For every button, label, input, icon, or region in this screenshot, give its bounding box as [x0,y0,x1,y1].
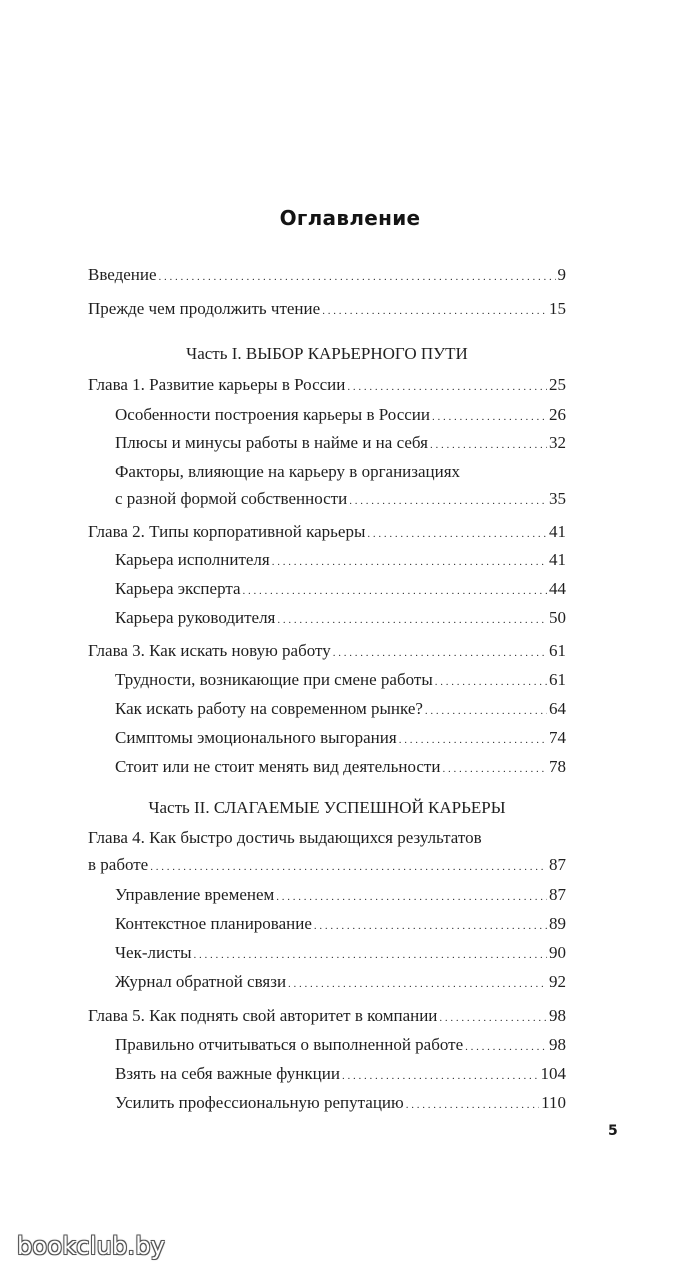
leader-dots [399,729,547,751]
toc-entry-page: 41 [549,550,566,569]
toc-entry-text: Карьера эксперта [115,579,241,598]
toc-entry-text: Журнал обратной связи [115,972,287,991]
leader-dots [439,1007,547,1029]
toc-entry-page: 35 [549,489,566,508]
toc-entry-page: 89 [549,914,566,933]
toc-entry-page: 61 [549,641,566,660]
toc-entry-section [115,578,566,602]
leader-dots [277,609,547,631]
leader-dots [288,973,547,995]
toc-entry-text: Особенности построения карьеры в России [115,405,430,424]
toc-entry-text: Факторы, влияющие на карьеру в организациях [115,462,461,481]
toc-entry-section [115,1063,566,1087]
toc-entry-chapter-1 [88,374,566,398]
toc-entry-text: Глава 5. Как поднять свой авторитет в компании [88,1006,438,1025]
leader-dots [342,1065,539,1087]
toc-entry-page: 9 [557,265,566,284]
toc-entry-introduction [88,264,566,288]
leader-dots [322,300,547,322]
toc-entry-page: 44 [549,579,566,598]
toc-entry-page: 32 [549,433,566,452]
toc-entry-text: Контекстное планирование [115,914,312,933]
toc-entry-page: 74 [549,728,566,747]
toc-entry-text: Управление временем [115,885,275,904]
leader-dots [435,671,547,693]
toc-part-heading-1: Часть I. ВЫБОР КАРЬЕРНОГО ПУТИ [186,344,468,363]
leader-dots [425,700,547,722]
toc-entry-text: Как искать работу на современном рынке? [115,699,423,718]
toc-entry-text: Плюсы и минусы работы в найме и на себя [115,433,428,452]
toc-entry-section [115,1092,566,1116]
toc-entry-page: 104 [540,1064,566,1083]
toc-entry-page: 64 [549,699,566,718]
toc-entry-section [115,698,566,722]
toc-entry-page: 26 [549,405,566,424]
toc-entry-text: Глава 1. Развитие карьеры в России [88,375,346,394]
toc-entry-page: 61 [549,670,566,689]
toc-entry-page: 41 [549,522,566,541]
toc-entry-page: 25 [549,375,566,394]
toc-entry-chapter-4-continuation [88,854,566,878]
toc-entry-page: 90 [549,943,566,962]
toc-entry-section [115,404,566,428]
leader-dots [406,1094,539,1116]
leader-dots [276,886,547,908]
toc-entry-chapter-4-first-line [88,827,566,849]
toc-entry-text: с разной формой собственности [115,489,348,508]
page-number: 5 [608,1123,618,1139]
toc-entry-text: Карьера исполнителя [115,550,270,569]
toc-entry-section [115,669,566,693]
toc-entry-text: Трудности, возникающие при смене работы [115,670,433,689]
toc-entry-text: Глава 3. Как искать новую работу [88,641,331,660]
toc-entry-page: 98 [549,1006,566,1025]
toc-entry-page: 87 [549,855,566,874]
toc-title: Оглавление [279,206,421,230]
toc-entry-chapter-3 [88,640,566,664]
toc-entry-text: Усилить профессиональную репутацию [115,1093,404,1112]
leader-dots [333,642,547,664]
toc-entry-text: Правильно отчитываться о выполненной работе [115,1035,464,1054]
toc-entry-page: 78 [549,757,566,776]
toc-entry-text: в работе [88,855,149,874]
leader-dots [159,266,556,288]
toc-entry-section-first-line [115,461,566,483]
toc-entry-page: 15 [549,299,566,318]
toc-entry-text: Введение [88,265,157,284]
toc-entry-text: Взять на себя важные функции [115,1064,340,1083]
toc-entry-section [115,971,566,995]
toc-entry-section [115,727,566,751]
leader-dots [349,490,547,512]
toc-entry-section [115,549,566,573]
leader-dots [432,406,547,428]
toc-entry-chapter-5 [88,1005,566,1029]
toc-entry-text: Чек-листы [115,943,192,962]
toc-entry-section [115,432,566,456]
toc-entry-text: Глава 2. Типы корпоративной карьеры [88,522,366,541]
toc-entry-page: 92 [549,972,566,991]
leader-dots [367,523,547,545]
toc-entry-text: Карьера руководителя [115,608,276,627]
toc-part-heading-2: Часть II. СЛАГАЕМЫЕ УСПЕШНОЙ КАРЬЕРЫ [148,798,506,817]
toc-entry-page: 98 [549,1035,566,1054]
toc-entry-section [115,756,566,780]
toc-entry-text: Симптомы эмоционального выгорания [115,728,397,747]
leader-dots [465,1036,547,1058]
toc-entry-page: 110 [541,1093,566,1112]
toc-entry-page: 87 [549,885,566,904]
leader-dots [150,856,547,878]
toc-entry-section [115,884,566,908]
leader-dots [347,376,547,398]
leader-dots [272,551,547,573]
toc-entry-text: Стоит или не стоит менять вид деятельности [115,757,441,776]
toc-entry-section [115,913,566,937]
toc-entry-section-continuation [115,488,566,512]
toc-entry-section [115,1034,566,1058]
toc-entry-chapter-2 [88,521,566,545]
toc-entry-text: Глава 4. Как быстро достичь выдающихся результатов [88,828,482,847]
toc-entry-before-reading [88,298,566,322]
leader-dots [243,580,547,602]
leader-dots [442,758,547,780]
toc-entry-section [115,942,566,966]
leader-dots [430,434,547,456]
leader-dots [314,915,547,937]
watermark-logo: bookclub.by [17,1232,166,1260]
leader-dots [194,944,548,966]
toc-entry-text: Прежде чем продолжить чтение [88,299,321,318]
toc-entry-section [115,607,566,631]
toc-entry-page: 50 [549,608,566,627]
